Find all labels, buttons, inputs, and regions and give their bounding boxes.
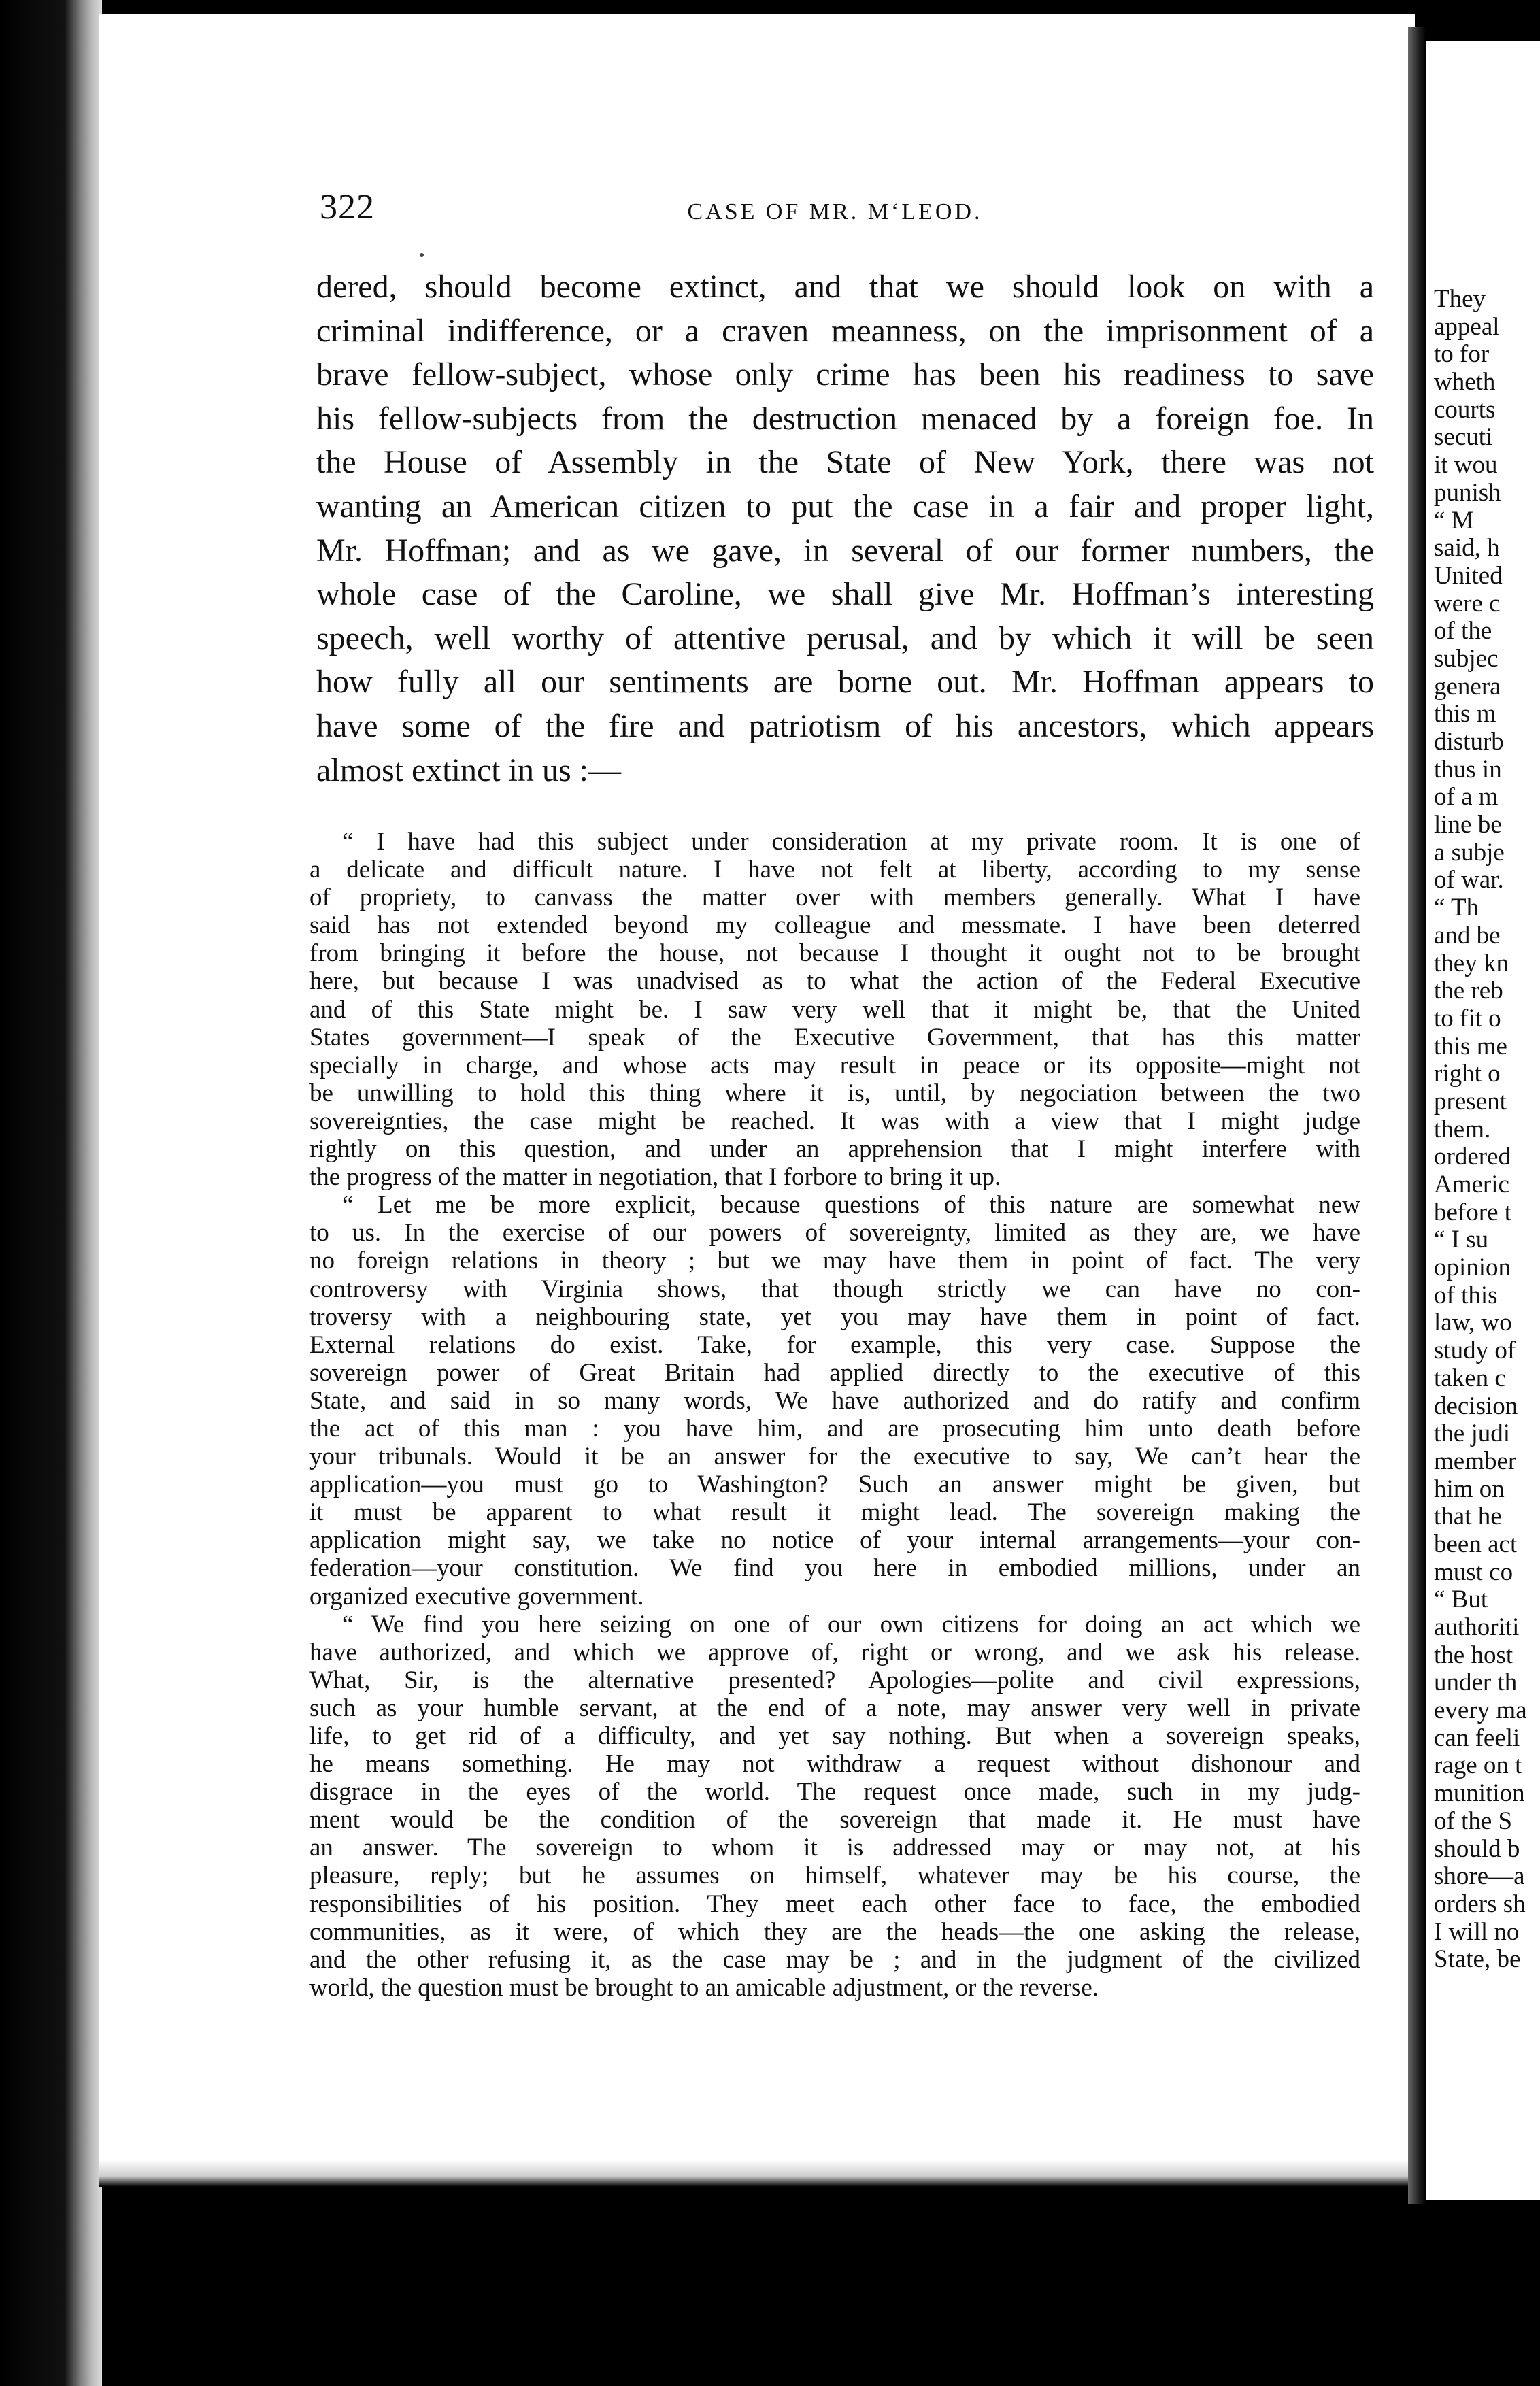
- quoted-speech: [309, 828, 1360, 2002]
- body-line: have some of the fire and patriotism of his ancestors, which appears: [316, 707, 1374, 744]
- quote-line: it must be apparent to what result it might lead. The sovereign making the: [309, 1498, 1360, 1527]
- facing-page-line: to fit o: [1434, 1004, 1501, 1032]
- facing-page-line: taken c: [1434, 1364, 1506, 1392]
- body-line: dered, should become extinct, and that we should look on with a: [316, 269, 1374, 305]
- quote-line: specially in charge, and whose acts may result in peace or its opposite—might not: [309, 1051, 1360, 1079]
- facing-page-line: decision: [1434, 1392, 1518, 1420]
- quote-line: organized executive government.: [309, 1582, 644, 1611]
- quote-line: sovereign power of Great Britain had applied directly to the executive of this: [309, 1358, 1360, 1387]
- facing-page-line: this m: [1434, 700, 1496, 728]
- quote-line: responsibilities of his position. They meet each other face to face, the embodied: [309, 1889, 1360, 1918]
- body-line: wanting an American citizen to put the case in a fair and proper light,: [316, 488, 1374, 524]
- facing-page-line: member: [1434, 1447, 1517, 1475]
- facing-page-line: the judi: [1434, 1419, 1511, 1448]
- quote-line: such as your humble servant, at the end of a note, may answer very well in private: [309, 1694, 1360, 1722]
- facing-page-line: They: [1434, 285, 1486, 313]
- facing-page-line: were c: [1434, 589, 1501, 618]
- running-title: CASE OF MR. M‘LEOD.: [687, 199, 983, 224]
- facing-page-line: munition: [1434, 1779, 1525, 1808]
- body-line: the House of Assembly in the State of New York, there was not: [316, 444, 1374, 481]
- facing-page-line: I will no: [1434, 1917, 1520, 1946]
- quote-line: have authorized, and which we approve of, right or wrong, and we ask his release.: [309, 1638, 1360, 1666]
- facing-page-line: can feeli: [1434, 1724, 1520, 1752]
- facing-page-line: present: [1434, 1087, 1507, 1115]
- book-gutter: [1408, 27, 1426, 2204]
- quote-line: States government—I speak of the Executive Government, that has this matter: [309, 1023, 1360, 1052]
- facing-page-line: thus in: [1434, 755, 1502, 784]
- quote-line: the progress of the matter in negotiation, that I forbore to bring it up.: [309, 1163, 1001, 1192]
- facing-page-line: of a m: [1434, 783, 1499, 811]
- facing-page-line: the reb: [1434, 977, 1503, 1005]
- facing-page-line: right o: [1434, 1060, 1501, 1088]
- facing-page-line: subjec: [1434, 644, 1499, 673]
- facing-page-line: opinion: [1434, 1254, 1511, 1282]
- facing-page-line: line be: [1434, 811, 1502, 839]
- page-header: [320, 188, 1350, 235]
- facing-page-line: “ But: [1434, 1585, 1488, 1614]
- quote-line: he means something. He may not withdraw a request without dishonour and: [309, 1750, 1360, 1779]
- facing-page-line: under th: [1434, 1668, 1518, 1697]
- facing-page-line: and be: [1434, 921, 1501, 950]
- quote-line: ment would be the condition of the sovereign that made it. He must have: [309, 1806, 1360, 1834]
- ink-speck: [420, 253, 424, 257]
- facing-page-line: ordered: [1434, 1143, 1511, 1171]
- body-line: criminal indifference, or a craven meanness, on the imprisonment of a: [316, 312, 1374, 349]
- quote-line: “ I have had this subject under consideration at my private room. It is one of: [342, 828, 1360, 856]
- facing-page-line: been act: [1434, 1530, 1518, 1558]
- facing-page-line: appeal: [1434, 312, 1500, 341]
- facing-page-line: State, be: [1434, 1945, 1521, 1974]
- facing-page-line: wheth: [1434, 368, 1496, 397]
- facing-page-line: the host: [1434, 1641, 1513, 1669]
- quote-line: External relations do exist. Take, for example, this very case. Suppose the: [309, 1330, 1360, 1359]
- facing-page-fragment: [1426, 41, 1540, 2200]
- facing-page-line: “ I su: [1434, 1226, 1489, 1254]
- body-line: how fully all our sentiments are borne out. Mr. Hoffman appears to: [316, 664, 1374, 701]
- quote-line: controversy with Virginia shows, that though strictly we can have no con-: [309, 1275, 1360, 1303]
- quote-line: State, and said in so many words, We have authorized and do ratify and confirm: [309, 1386, 1360, 1415]
- quote-line: federation—your constitution. We find you here in embodied millions, under an: [309, 1554, 1360, 1583]
- quote-line: life, to get rid of a difficulty, and yet say nothing. But when a sovereign speaks,: [309, 1722, 1360, 1750]
- quote-line: here, but because I was unadvised as to what the action of the Federal Executive: [309, 967, 1360, 996]
- quote-line: disgrace in the eyes of the world. The request once made, such in my judg-: [309, 1778, 1360, 1807]
- facing-page-line: rage on t: [1434, 1751, 1522, 1780]
- body-line: almost extinct in us :—: [316, 752, 621, 788]
- quote-line: your tribunals. Would it be an answer for the executive to say, We can’t hear the: [309, 1443, 1360, 1471]
- quote-line: “ We find you here seizing on one of our own citizens for doing an act which we: [342, 1610, 1360, 1639]
- facing-page-line: disturb: [1434, 728, 1504, 756]
- facing-page-line: of this: [1434, 1281, 1498, 1309]
- quote-line: an answer. The sovereign to whom it is addressed may or may not, at his: [309, 1834, 1360, 1862]
- facing-page-line: must co: [1434, 1558, 1513, 1586]
- body-line: Mr. Hoffman; and as we gave, in several of our former numbers, the: [316, 532, 1374, 569]
- quote-line: pleasure, reply; but he assumes on himself, whatever may be his course, the: [309, 1862, 1360, 1890]
- quote-line: be unwilling to hold this thing where it is, until, by negociation between the two: [309, 1079, 1360, 1107]
- facing-page-line: every ma: [1434, 1696, 1527, 1725]
- quote-line: rightly on this question, and under an apprehension that I might interfere with: [309, 1135, 1360, 1164]
- body-line: his fellow-subjects from the destruction menaced by a foreign foe. In: [316, 400, 1374, 437]
- facing-page-line: of the S: [1434, 1807, 1513, 1835]
- facing-page-line: him on: [1434, 1475, 1505, 1503]
- body-line: whole case of the Caroline, we shall give Mr. Hoffman’s interesting: [316, 576, 1374, 613]
- facing-page-line: it wou: [1434, 451, 1498, 480]
- quote-line: and of this State might be. I saw very well that it might be, that the United: [309, 995, 1360, 1024]
- page-number: 322: [320, 188, 375, 226]
- quote-line: sovereignties, the case might be reached. It was with a view that I might judge: [309, 1107, 1360, 1135]
- quote-line: the act of this man : you have him, and are prosecuting him unto death before: [309, 1414, 1360, 1443]
- facing-page-line: Americ: [1434, 1171, 1509, 1198]
- quote-line: “ Let me be more explicit, because questions of this nature are somewhat new: [342, 1191, 1360, 1220]
- facing-page-line: United: [1434, 561, 1503, 590]
- facing-page-line: orders sh: [1434, 1889, 1526, 1918]
- facing-page-line: “ Th: [1434, 894, 1479, 922]
- quote-line: application might say, we take no notice of your internal arrangements—your con-: [309, 1526, 1360, 1555]
- facing-page-line: genera: [1434, 672, 1501, 701]
- quote-line: troversy with a neighbouring state, yet you may have them in point of fact.: [309, 1303, 1360, 1331]
- facing-page-line: to for: [1434, 340, 1490, 369]
- quote-line: and the other refusing it, as the case may be ; and in the judgment of the civilized: [309, 1945, 1360, 1974]
- facing-page-line: secuti: [1434, 423, 1493, 452]
- facing-page-line: courts: [1434, 395, 1496, 424]
- body-paragraph: [316, 265, 1374, 792]
- book-binding-shadow: [0, 0, 102, 2386]
- facing-page-line: authoriti: [1434, 1613, 1520, 1641]
- quote-line: application—you must go to Washington? Such an answer might be given, but: [309, 1471, 1360, 1499]
- facing-page-line: “ M: [1434, 506, 1474, 535]
- quote-line: What, Sir, is the alternative presented? Apologies—polite and civil expressions,: [309, 1666, 1360, 1694]
- facing-page-line: law, wo: [1434, 1309, 1512, 1337]
- facing-page-line: they kn: [1434, 949, 1509, 977]
- facing-page-line: said, h: [1434, 534, 1500, 562]
- facing-page-line: of war.: [1434, 866, 1504, 894]
- body-line: brave fellow-subject, whose only crime has been his readiness to save: [316, 356, 1374, 393]
- facing-page-line: them.: [1434, 1115, 1491, 1143]
- page-bottom-edge: [99, 2160, 1415, 2187]
- facing-page-line: shore—a: [1434, 1862, 1525, 1891]
- quote-line: of propriety, to canvass the matter over with members generally. What I have: [309, 884, 1360, 912]
- facing-page-line: study of: [1434, 1337, 1516, 1365]
- facing-page-line: punish: [1434, 478, 1501, 507]
- quote-line: from bringing it before the house, not because I thought it ought not to be brought: [309, 939, 1360, 968]
- quote-line: to us. In the exercise of our powers of sovereignty, limited as they are, we have: [309, 1219, 1360, 1247]
- body-line: speech, well worthy of attentive perusal, and by which it will be seen: [316, 620, 1374, 656]
- facing-page-line: this me: [1434, 1032, 1507, 1060]
- quote-line: said has not extended beyond my colleague and messmate. I have been deterred: [309, 911, 1360, 940]
- facing-page-line: a subje: [1434, 838, 1505, 867]
- facing-page-line: that he: [1434, 1502, 1502, 1531]
- facing-page-column: [1434, 286, 1540, 1974]
- quote-line: communities, as it were, of which they are the heads—the one asking the release,: [309, 1917, 1360, 1946]
- facing-page-line: of the: [1434, 617, 1492, 645]
- quote-line: a delicate and difficult nature. I have not felt at liberty, according to my sense: [309, 856, 1360, 884]
- facing-page-line: should b: [1434, 1834, 1520, 1863]
- quote-line: no foreign relations in theory ; but we may have them in point of fact. The very: [309, 1247, 1360, 1275]
- facing-page-line: before t: [1434, 1198, 1512, 1226]
- quote-line: world, the question must be brought to an amicable adjustment, or the reverse.: [309, 1973, 1099, 2002]
